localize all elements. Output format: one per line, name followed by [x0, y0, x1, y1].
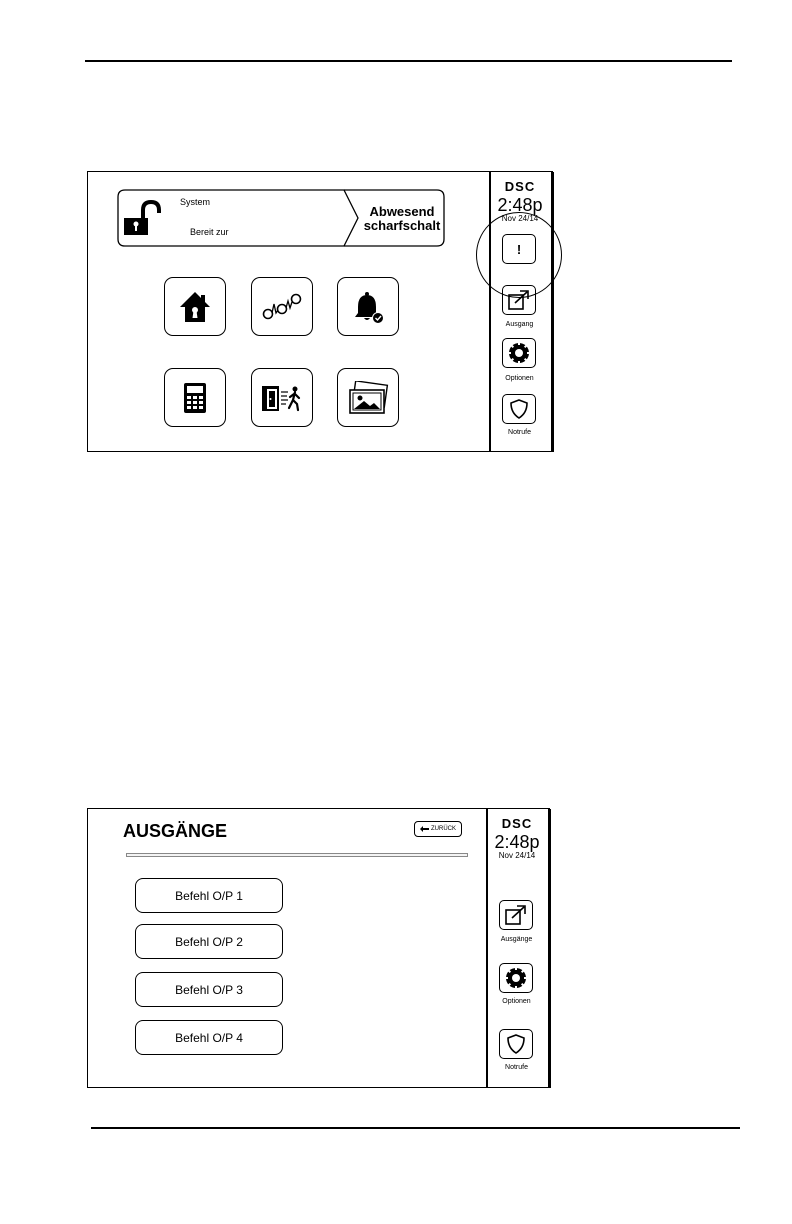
status-ready-label: Bereit zur: [190, 227, 229, 237]
keypad-button[interactable]: [164, 368, 226, 427]
output-command-4-button[interactable]: Befehl O/P 4: [135, 1020, 283, 1055]
photos-icon: [346, 381, 390, 415]
bottom-rule: [91, 1127, 740, 1129]
output-button[interactable]: [502, 285, 536, 315]
emergency-button[interactable]: [499, 1029, 533, 1059]
back-label: ZURÜCK: [431, 826, 456, 832]
shield-icon: [505, 1033, 527, 1055]
arrow-left-icon: [420, 826, 429, 832]
title-divider: [126, 853, 468, 857]
clock-date: Nov 24/14: [501, 214, 539, 223]
alert-button[interactable]: [502, 234, 536, 264]
alert-icon: !: [516, 241, 522, 257]
home-lock-icon: [177, 289, 213, 325]
output-command-1-button[interactable]: Befehl O/P 1: [135, 878, 283, 913]
sidebar: [489, 172, 549, 451]
home-screen: [87, 171, 553, 452]
back-button[interactable]: [414, 821, 462, 837]
gear-icon: [504, 966, 528, 990]
output-icon: [504, 904, 528, 926]
screen-edge: [548, 809, 551, 1088]
emergency-button[interactable]: [502, 394, 536, 424]
exit-delay-button[interactable]: [251, 368, 313, 427]
brand-logo: DSC: [504, 179, 536, 194]
alarm-bell-button[interactable]: [337, 277, 399, 336]
home-lock-button[interactable]: [164, 277, 226, 336]
alarm-bell-icon: [350, 289, 386, 325]
arm-away-label[interactable]: Abwesend scharfschalt: [363, 204, 441, 233]
clock-date: Nov 24/14: [498, 851, 536, 860]
zones-icon: [262, 292, 302, 322]
outputs-button[interactable]: [499, 900, 533, 930]
sidebar: [486, 809, 546, 1087]
exit-door-icon: [260, 383, 304, 413]
options-button[interactable]: [502, 338, 536, 368]
output-label: Ausgang: [505, 321, 534, 328]
outputs-label: Ausgänge: [500, 936, 533, 943]
status-system-label: System: [180, 197, 211, 207]
clock-time: 2:48p: [494, 832, 540, 852]
options-button[interactable]: [499, 963, 533, 993]
screen-edge: [551, 172, 554, 452]
output-command-2-button[interactable]: Befehl O/P 2: [135, 924, 283, 959]
output-icon: [507, 289, 531, 311]
keypad-icon: [183, 382, 207, 414]
options-label: Optionen: [502, 998, 531, 1005]
options-label: Optionen: [505, 375, 534, 382]
gear-icon: [507, 341, 531, 365]
brand-logo: DSC: [501, 816, 533, 831]
output-command-3-button[interactable]: Befehl O/P 3: [135, 972, 283, 1007]
top-rule: [85, 60, 732, 62]
emergency-label: Notrufe: [505, 1064, 528, 1071]
photos-button[interactable]: [337, 368, 399, 427]
emergency-label: Notrufe: [508, 429, 531, 436]
zones-button[interactable]: [251, 277, 313, 336]
page-title: AUSGÄNGE: [123, 821, 228, 841]
shield-icon: [508, 398, 530, 420]
clock-time: 2:48p: [497, 195, 543, 215]
outputs-screen: [87, 808, 550, 1088]
